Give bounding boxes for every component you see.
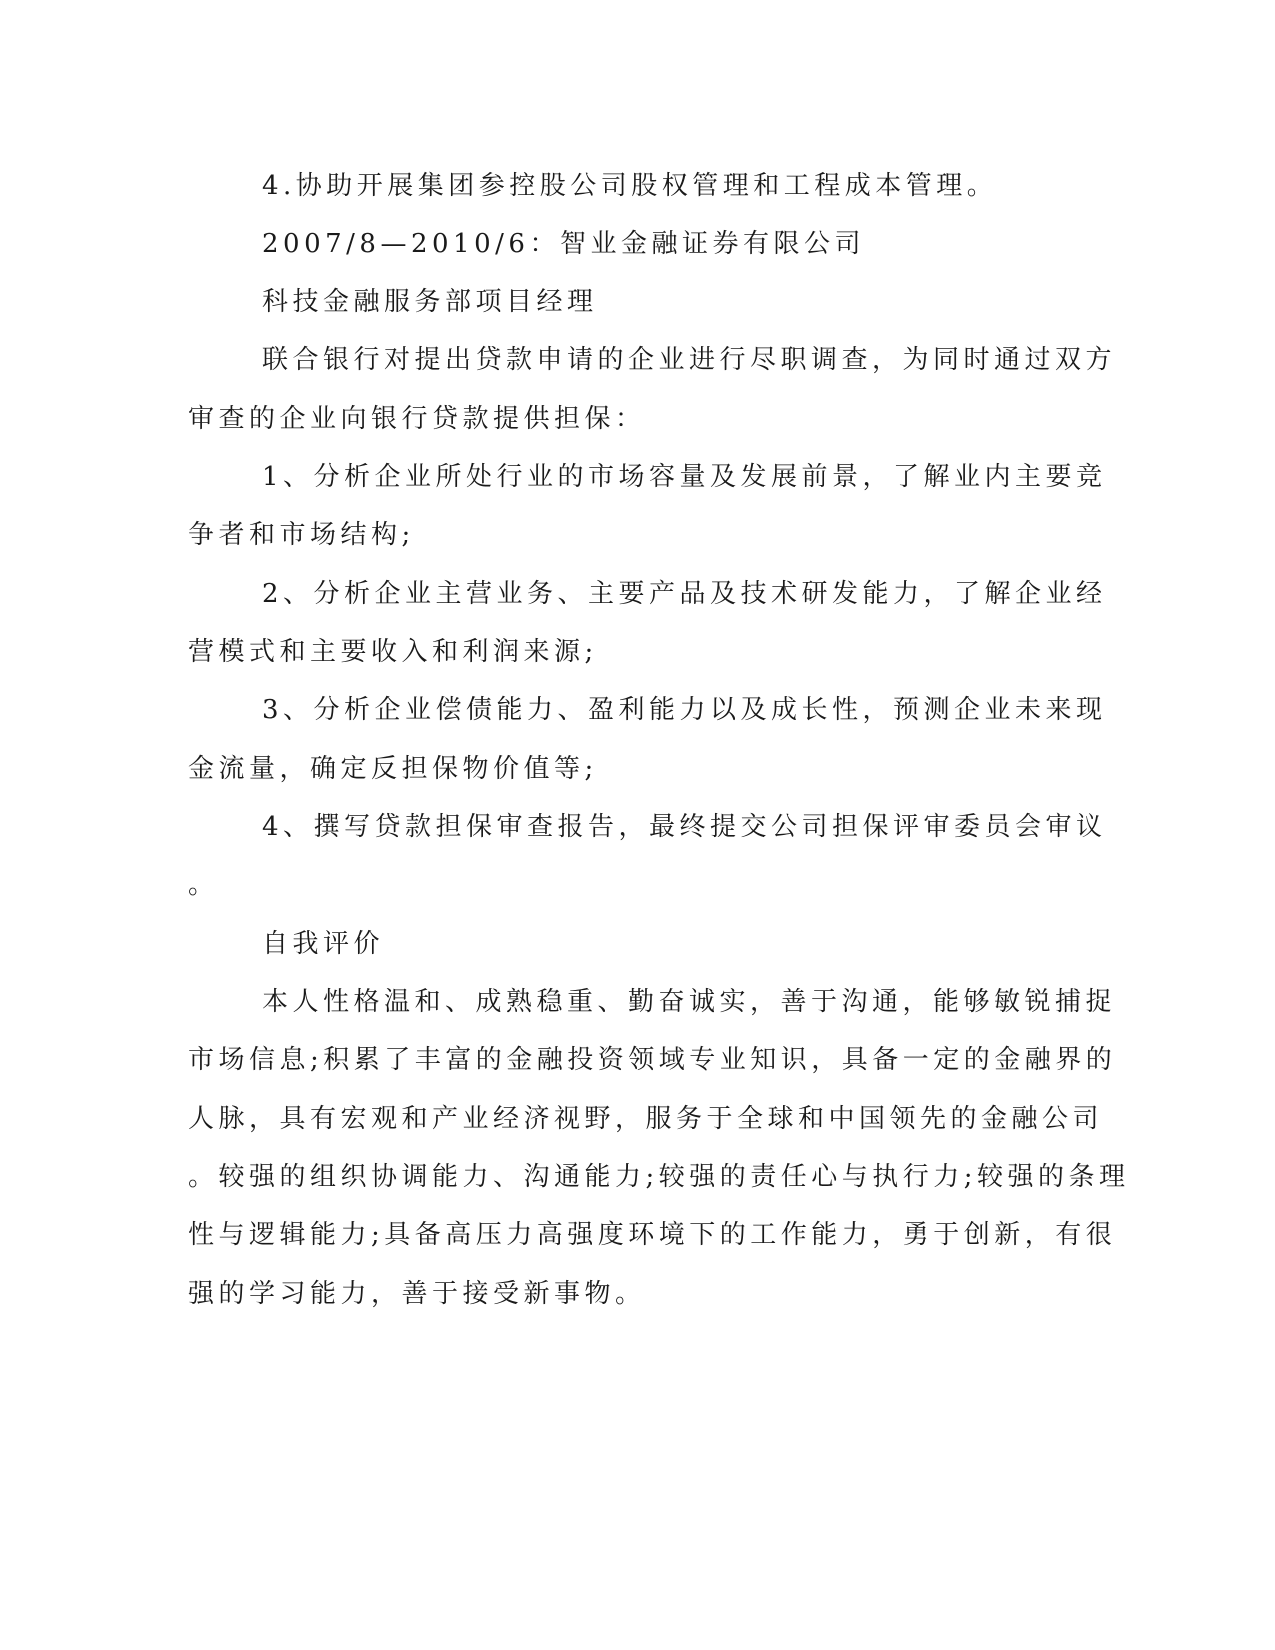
task-3-line-2: 金流量，确定反担保物价值等; (188, 754, 598, 784)
section-heading-self-evaluation: 自我评价 (262, 929, 385, 959)
self-evaluation-line-1: 本人性格温和、成熟稳重、勤奋诚实，善于沟通，能够敏锐捕捉 (262, 987, 1117, 1017)
task-1-line-1: 1、分析企业所处行业的市场容量及发展前景，了解业内主要竞 (262, 462, 1107, 492)
employment-period: 2007/8—2010/6：智业金融证券有限公司 (262, 229, 865, 259)
self-evaluation-line-3: 人脉，具有宏观和产业经济视野，服务于全球和中国领先的金融公司 (188, 1104, 1104, 1134)
duty-item-4: 4.协助开展集团参控股公司股权管理和工程成本管理。 (262, 171, 998, 201)
job-title: 科技金融服务部项目经理 (262, 287, 598, 317)
self-evaluation-line-4: 。较强的组织协调能力、沟通能力;较强的责任心与执行力;较强的条理 (188, 1162, 1130, 1192)
job-summary-line-1: 联合银行对提出贷款申请的企业进行尽职调查，为同时通过双方 (262, 345, 1117, 375)
self-evaluation-line-2: 市场信息;积累了丰富的金融投资领域专业知识，具备一定的金融界的 (188, 1045, 1117, 1075)
task-2-line-2: 营模式和主要收入和利润来源; (188, 637, 598, 667)
job-summary-line-2: 审查的企业向银行贷款提供担保： (188, 404, 646, 434)
self-evaluation-line-6: 强的学习能力，善于接受新事物。 (188, 1279, 646, 1309)
self-evaluation-line-5: 性与逻辑能力;具备高压力高强度环境下的工作能力，勇于创新，有很 (188, 1220, 1117, 1250)
task-1-line-2: 争者和市场结构; (188, 520, 415, 550)
task-3-line-1: 3、分析企业偿债能力、盈利能力以及成长性，预测企业未来现 (262, 695, 1107, 725)
task-4-line-2: 。 (188, 870, 219, 900)
task-2-line-1: 2、分析企业主营业务、主要产品及技术研发能力，了解企业经 (262, 579, 1107, 609)
task-4-line-1: 4、撰写贷款担保审查报告，最终提交公司担保评审委员会审议 (262, 812, 1107, 842)
